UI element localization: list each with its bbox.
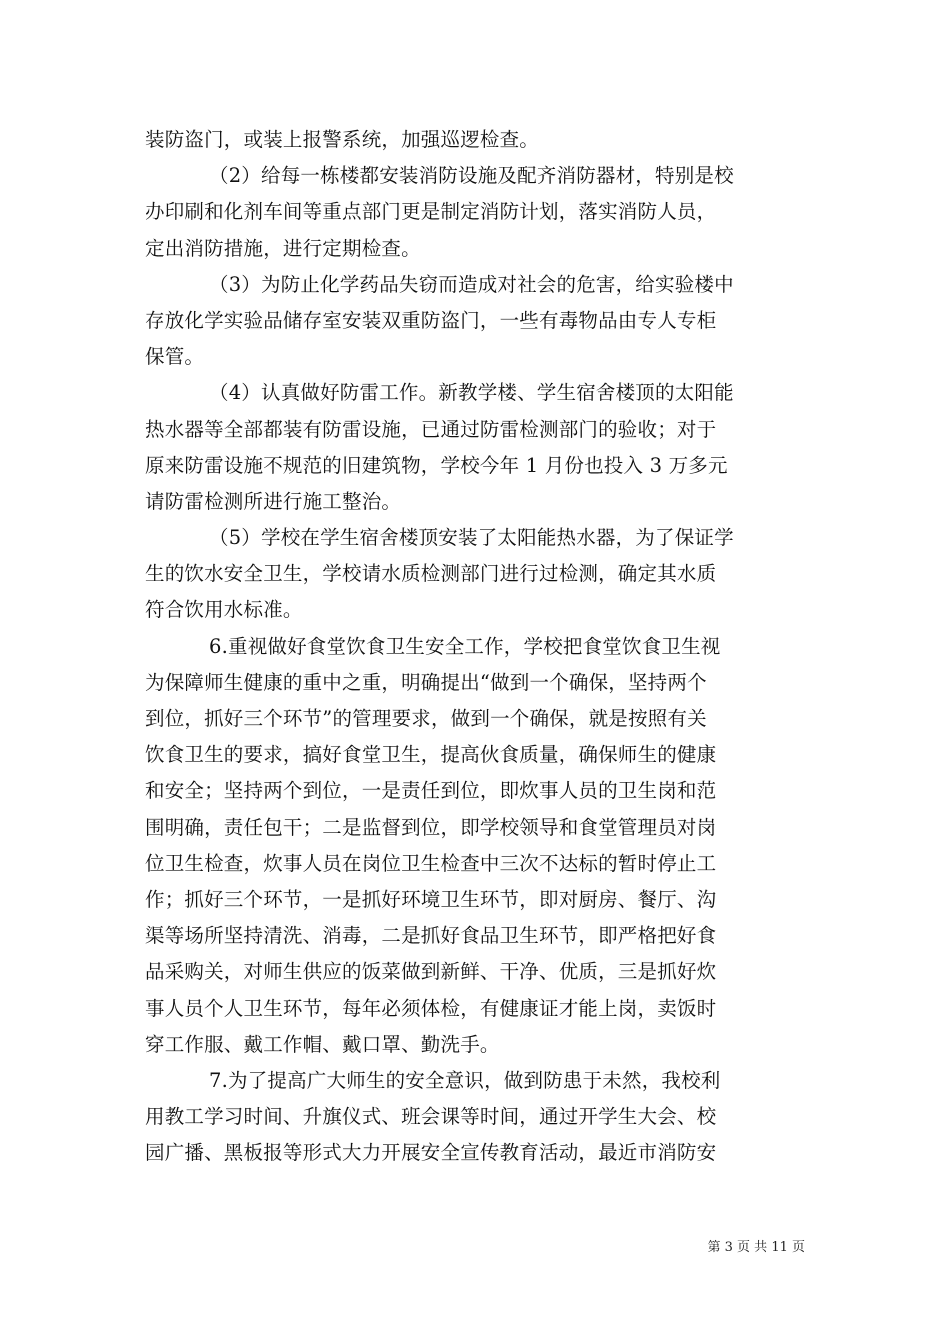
text-line: 到位，抓好三个环节”的管理要求，做到一个确保，就是按照有关 [145,707,707,730]
text-line: 渠等场所坚持清洗、消毒，二是抓好食品卫生环节，即严格把好食 [145,924,717,948]
text-line: （5）学校在学生宿舍楼顶安装了太阳能热水器，为了保证学 [209,526,734,550]
page-number-footer: 第 3 页 共 11 页 [707,1240,805,1255]
text-line: 位卫生检查，炊事人员在岗位卫生检查中三次不达标的暂时停止工 [145,851,717,875]
text-line: 生的饮水安全卫生，学校请水质检测部门进行过检测，确定其水质 [145,562,717,586]
text-line: 和安全；坚持两个到位，一是责任到位，即炊事人员的卫生岗和范 [145,779,717,803]
text-line: 装防盗门，或装上报警系统，加强巡逻检查。 [145,128,540,151]
text-line: 保管。 [145,345,205,369]
text-line: 用教工学习时间、升旗仪式、班会课等时间，通过开学生大会、校 [145,1105,717,1129]
text-line: 符合饮用水标准。 [145,598,303,622]
text-line: 7.为了提高广大师生的安全意识，做到防患于未然，我校利 [209,1068,721,1092]
text-line: （3）为防止化学药品失窃而造成对社会的危害，给实验楼中 [209,272,734,296]
text-line: 作；抓好三个环节，一是抓好环境卫生环节，即对厨房、餐厅、沟 [145,887,717,911]
text-line: 事人员个人卫生环节，每年必须体检，有健康证才能上岗，卖饭时 [145,996,717,1020]
text-line: 品采购关，对师生供应的饭菜做到新鲜、干净、优质，三是抓好炊 [145,960,717,984]
text-line: 饮食卫生的要求，搞好食堂卫生，提高伙食质量，确保师生的健康 [145,743,717,767]
text-line: 6.重视做好食堂饮食卫生安全工作，学校把食堂饮食卫生视 [209,634,721,658]
text-line: （2）给每一栋楼都安装消防设施及配齐消防器材，特别是校 [209,164,734,188]
text-line: 存放化学实验品储存室安装双重防盗门，一些有毒物品由专人专柜 [145,308,717,332]
text-line: 围明确，责任包干；二是监督到位，即学校领导和食堂管理员对岗 [145,815,717,839]
text-line: 穿工作服、戴工作帽、戴口罩、勤洗手。 [145,1032,500,1056]
text-line: （4）认真做好防雷工作。新教学楼、学生宿舍楼顶的太阳能 [209,381,734,405]
text-line: 为保障师生健康的重中之重，明确提出“做到一个确保，坚持两个 [145,670,707,694]
document-body [145,122,805,1171]
text-line: 定出消防措施，进行定期检查。 [145,236,421,260]
text-line: 请防雷检测所进行施工整治。 [145,489,402,513]
text-line: 办印刷和化剂车间等重点部门更是制定消防计划，落实消防人员， [145,200,717,224]
text-line: 热水器等全部都装有防雷设施，已通过防雷检测部门的验收；对于 [145,417,717,441]
text-line: 园广播、黑板报等形式大力开展安全宣传教育活动，最近市消防安 [145,1141,717,1165]
text-line: 原来防雷设施不规范的旧建筑物，学校今年 1 月份也投入 3 万多元 [145,453,728,477]
